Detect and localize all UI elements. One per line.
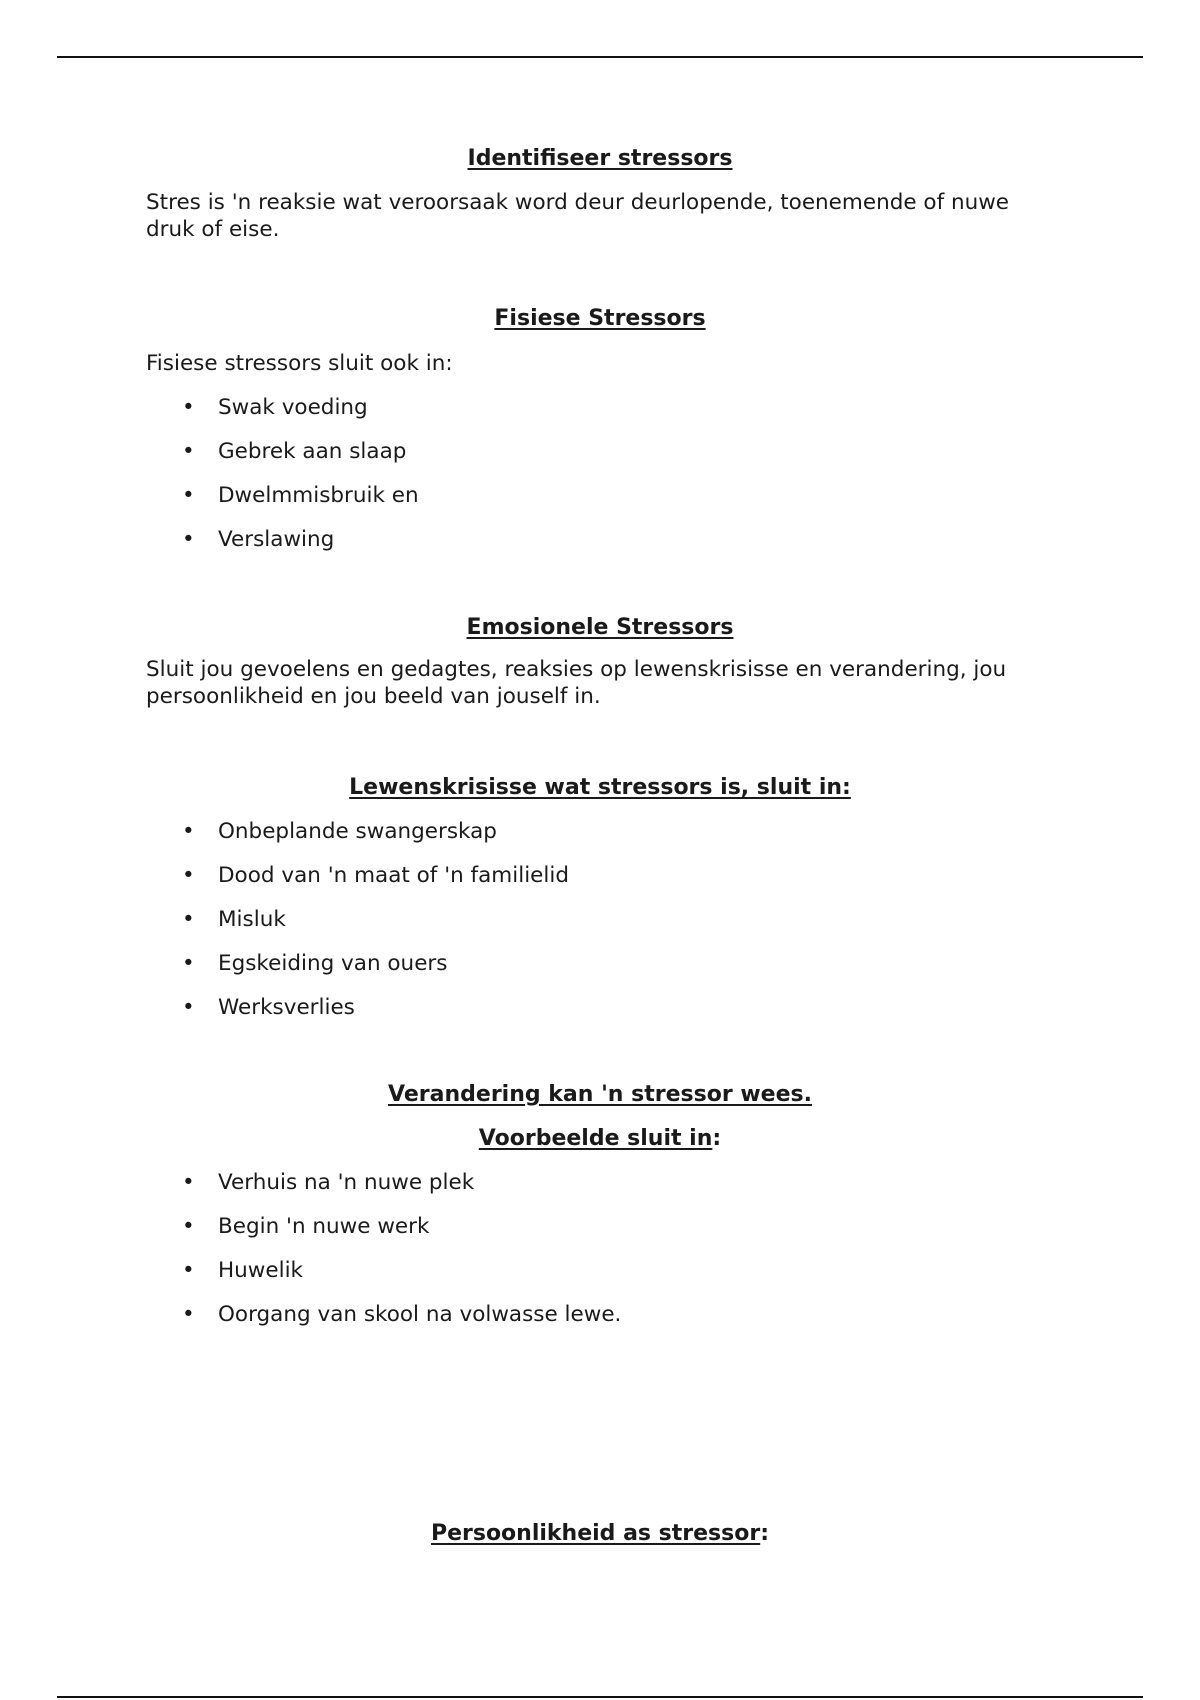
heading-change: Verandering kan 'n stressor wees. — [388, 1082, 812, 1107]
bullet-icon: • — [182, 1302, 195, 1327]
bullet-icon: • — [182, 819, 195, 844]
top-rule — [57, 56, 1143, 58]
bullet-icon: • — [182, 907, 195, 932]
heading-identify-stressors: Identifiseer stressors — [467, 146, 733, 171]
bullet-icon: • — [182, 527, 195, 552]
heading-physical-stressors: Fisiese Stressors — [494, 306, 706, 331]
paragraph-stress-definition: Stres is 'n reaksie wat veroorsaak word deur deurlopende, toenemende of nuwe druk of eise. — [146, 190, 1010, 242]
bullet-icon: • — [182, 1170, 195, 1195]
bullet-icon: • — [182, 395, 195, 420]
bullet-icon: • — [182, 439, 195, 464]
heading-emotional-stressors: Emosionele Stressors — [466, 615, 734, 640]
bullet-icon: • — [182, 483, 195, 508]
heading-life-crises: Lewenskrisisse wat stressors is, sluit in: — [349, 775, 851, 800]
subheading-examples: Voorbeelde sluit in: — [478, 1126, 722, 1151]
bullet-icon: • — [182, 995, 195, 1020]
bottom-rule — [57, 1696, 1143, 1698]
bullet-icon: • — [182, 863, 195, 888]
bullet-icon: • — [182, 1214, 195, 1239]
paragraph-physical-intro: Fisiese stressors sluit ook in: — [146, 351, 453, 376]
paragraph-emotional: Sluit jou gevoelens en gedagtes, reaksies op lewenskrisisse en verandering, jou persoonlikheid en jou beeld van jouself in. — [146, 657, 1007, 709]
bullet-icon: • — [182, 951, 195, 976]
heading-personality: Persoonlikheid as stressor: — [430, 1521, 770, 1546]
bullet-icon: • — [182, 1258, 195, 1283]
